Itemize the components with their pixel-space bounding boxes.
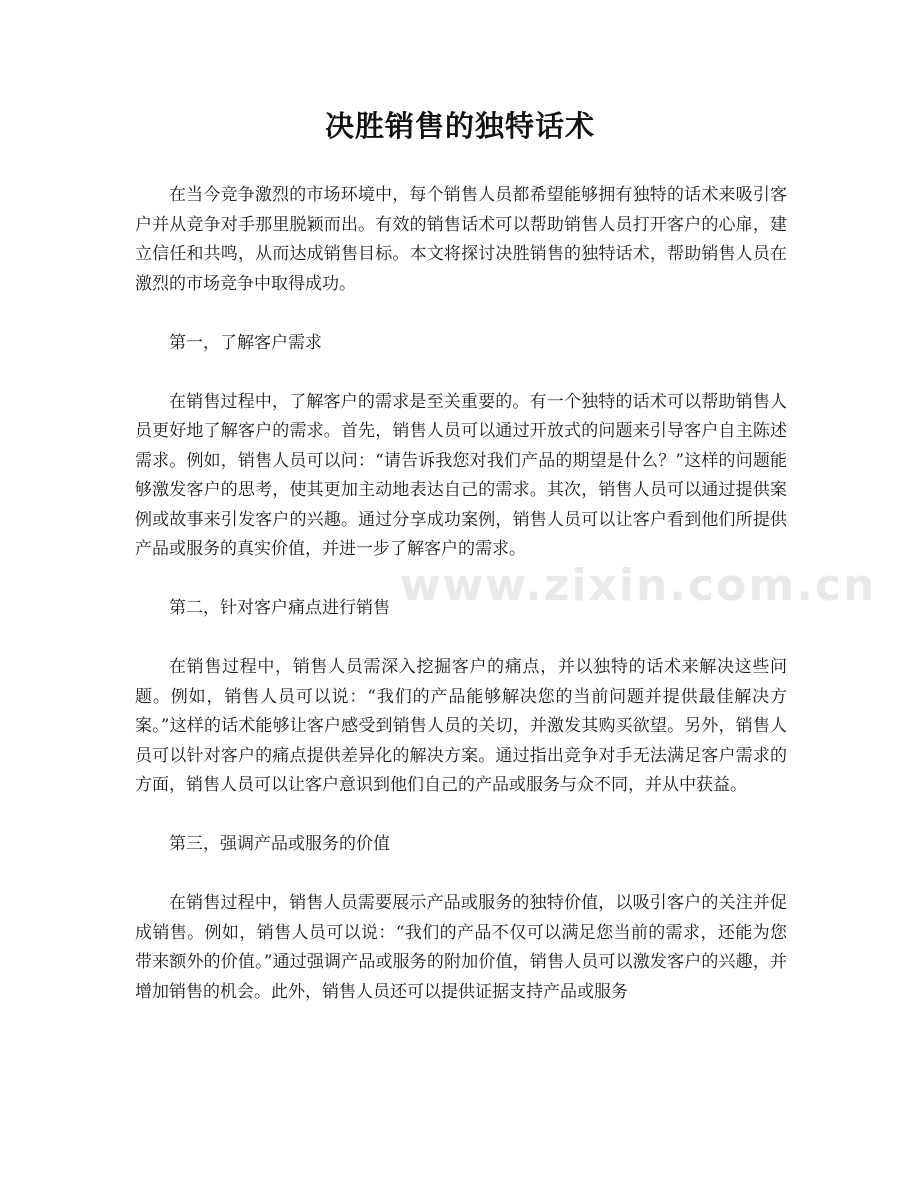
- section-paragraph-2: 在销售过程中，销售人员需深入挖掘客户的痛点，并以独特的话术来解决这些问题。例如，销售人员可以说：“我们的产品能够解决您的当前问题并提供最佳解决方案。”这样的话术能够让客户感受到销售人员的关切，并激发其购买欲望。另外，销售人员可以针对客户的痛点提供差异化的解决方案。通过指出竞争对手无法满足客户需求的方面，销售人员可以让客户意识到他们自己的产品或服务与众不同，并从中获益。: [135, 657, 787, 795]
- section-paragraph-1: 在销售过程中，了解客户的需求是至关重要的。有一个独特的话术可以帮助销售人员更好地了解客户的需求。首先，销售人员可以通过开放式的问题来引导客户自主陈述需求。例如，销售人员可以问：“请告诉我您对我们产品的期望是什么？”这样的问题能够激发客户的思考，使其更加主动地表达自己的需求。其次，销售人员可以通过提供案例或故事来引发客户的兴趣。通过分享成功案例，销售人员可以让客户看到他们所提供产品或服务的真实价值，并进一步了解客户的需求。: [135, 391, 787, 559]
- watermark: www.zixin.com.cn: [400, 560, 877, 611]
- section-heading-3: 第三，强调产品或服务的价值: [169, 834, 390, 854]
- document-title: 决胜销售的独特话术: [324, 109, 595, 143]
- section-paragraph-3: 在销售过程中，销售人员需要展示产品或服务的独特价值，以吸引客户的关注并促成销售。例如，销售人员可以说：“我们的产品不仅可以满足您当前的需求，还能为您带来额外的价值。”通过强调产品或服务的附加价值，销售人员可以激发客户的兴趣，并增加销售的机会。此外，销售人员还可以提供证据支持产品或服务: [135, 893, 787, 1002]
- section-heading-2: 第二，针对客户痛点进行销售: [169, 598, 390, 618]
- intro-paragraph: 在当今竞争激烈的市场环境中，每个销售人员都希望能够拥有独特的话术来吸引客户并从竞争对手那里脱颖而出。有效的销售话术可以帮助销售人员打开客户的心扉，建立信任和共鸣，从而达成销售目标。本文将探讨决胜销售的独特话术，帮助销售人员在激烈的市场竞争中取得成功。: [135, 185, 787, 294]
- section-heading-1: 第一，了解客户需求: [169, 332, 322, 353]
- document-body: [135, 181, 787, 1037]
